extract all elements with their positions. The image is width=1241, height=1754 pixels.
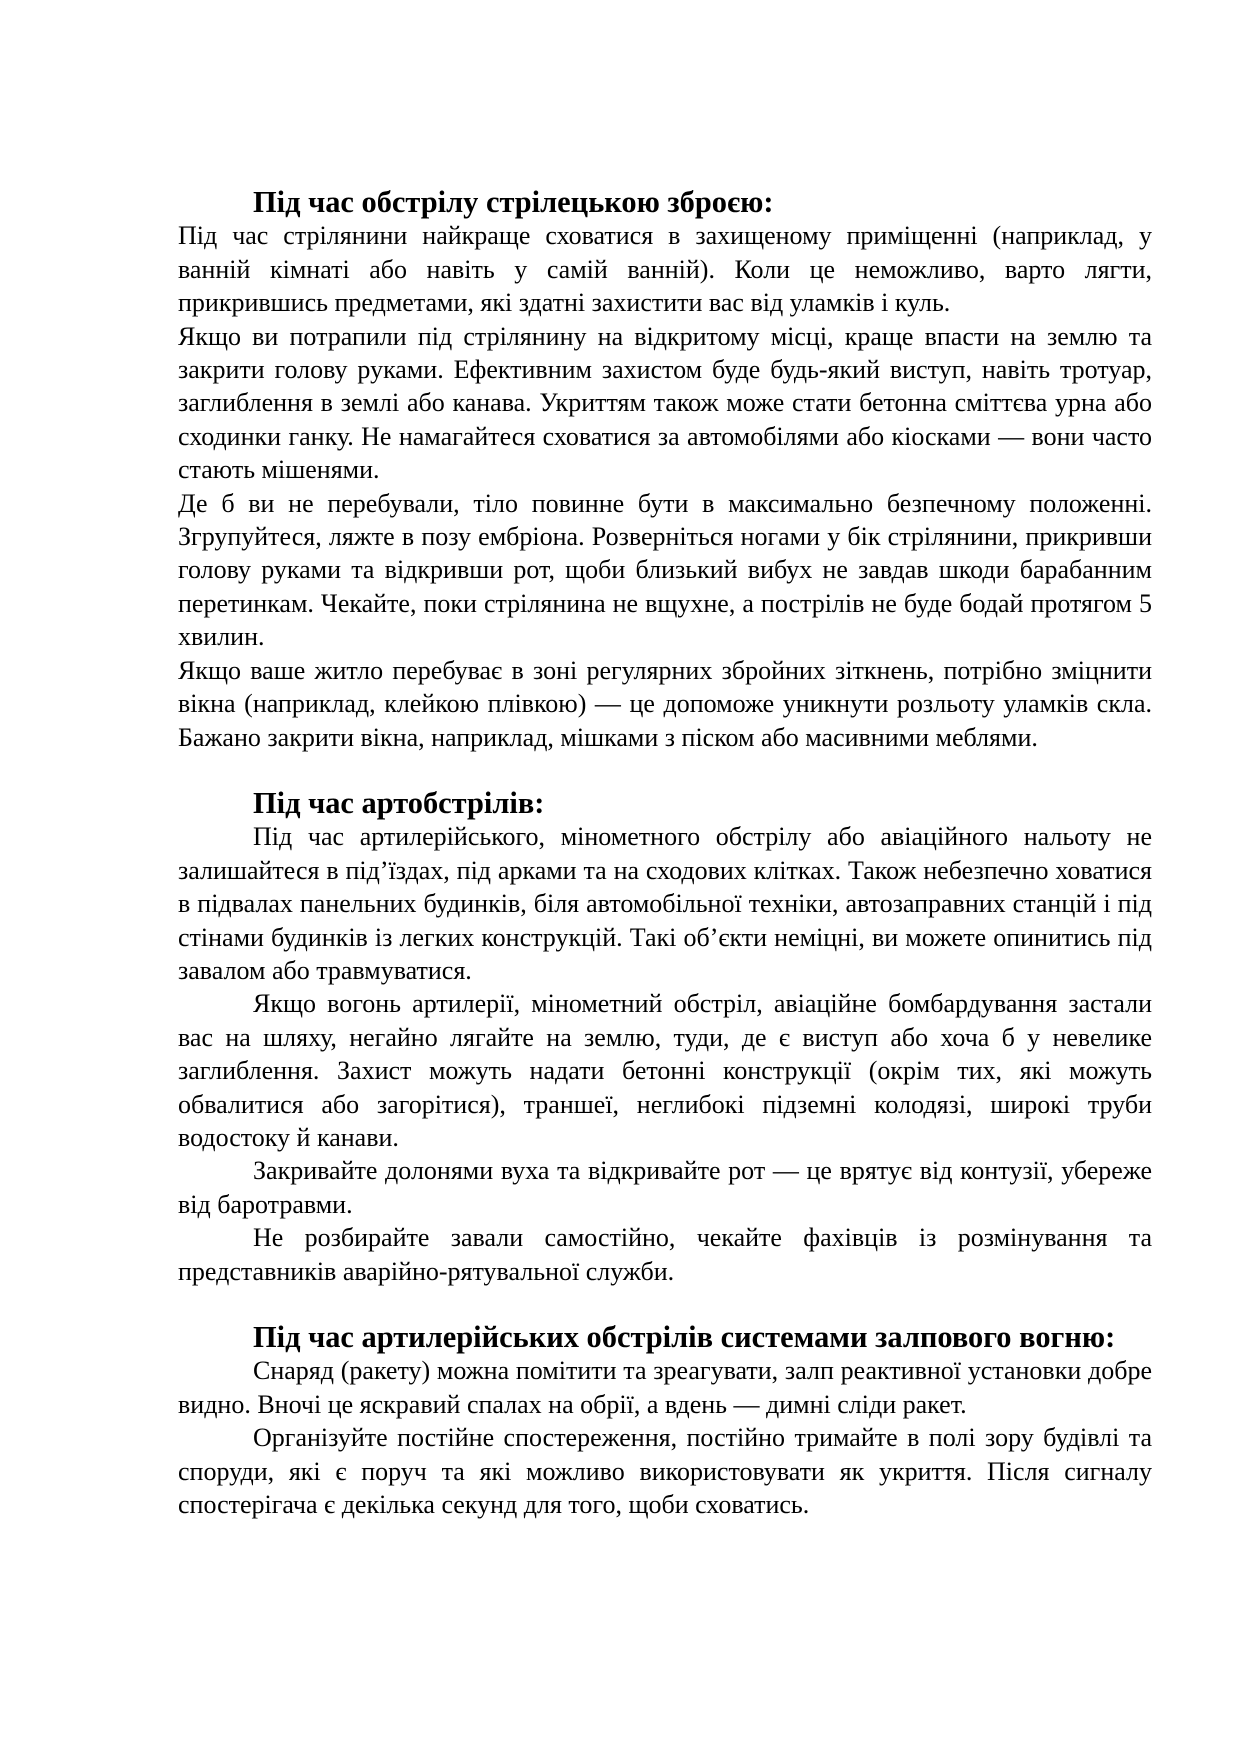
section-artillery	[178, 787, 1152, 1288]
paragraph: Організуйте постійне спостереження, постійно тримайте в полі зору будівлі та споруди, які є поруч та які можливо використовувати як укриття. Після сигналу спостерігача є декілька секунд для того, щоби сховатись.	[178, 1423, 1152, 1520]
paragraph: Якщо ви потрапили під стрілянину на відкритому місці, краще впасти на землю та закрити голову руками. Ефективним захистом буде будь-який виступ, навіть тротуар, заглиблення в землі або канава. Укриттям також може стати бетонна сміттєва урна або сходинки ганку. Не намагайтеся сховатися за автомобілями або кіосками — вони часто стають мішенями.	[178, 321, 1152, 485]
section-heading: Під час артобстрілів:	[253, 785, 545, 820]
section-spacer	[178, 1288, 1152, 1321]
paragraph: Якщо ваше житло перебуває в зоні регулярних збройних зіткнень, потрібно зміцнити вікна (наприклад, клейкою плівкою) — це допоможе уникнути розльоту уламків скла. Бажано закрити вікна, наприклад, мішками з піском або масивними меблями.	[178, 655, 1152, 752]
paragraph: Де б ви не перебували, тіло повинне бути в максимально безпечному положенні. Згрупуйтеся, ляжте в позу ембріона. Розверніться ногами у бік стрілянини, прикривши голову руками та відкривши рот, щоби близький вибух не завдав шкоди барабанним перетинкам. Чекайте, поки стрілянина не вщухне, а пострілів не буде бодай протягом 5 хвилин.	[178, 488, 1152, 652]
section-small-arms	[178, 186, 1152, 754]
section-heading: Під час обстрілу стрілецькою зброєю:	[253, 185, 774, 219]
section-mlrs	[178, 1321, 1152, 1521]
paragraph: Закривайте долонями вуха та відкривайте рот — це врятує від контузії, убереже від баротравми.	[178, 1156, 1152, 1219]
paragraph: Під час стрілянини найкраще сховатися в захищеному приміщенні (наприклад, у ванній кімнаті або навіть у самій ванній). Коли це неможливо, варто лягти, прикрившись предметами, які здатні захистити вас від уламків і куль.	[178, 221, 1152, 318]
paragraph: Снаряд (ракету) можна помітити та зреагувати, залп реактивної установки добре видно. Вночі це яскравий спалах на обрії, а вдень — димні сліди ракет.	[178, 1356, 1152, 1419]
paragraph: Під час артилерійського, мінометного обстрілу або авіаційного нальоту не залишайтеся в під’їздах, під арками та на сходових клітках. Також небезпечно ховатися в підвалах панельних будинків, біля автомобільної техніки, автозаправних станцій і під стінами будинків із легких конструкцій. Такі об’єкти неміцні, ви можете опинитись під завалом або травмуватися.	[178, 822, 1152, 985]
section-heading: Під час артилерійських обстрілів системами залпового вогню:	[253, 1320, 1116, 1354]
section-spacer	[178, 754, 1152, 787]
document-page	[178, 186, 1152, 1521]
paragraph: Якщо вогонь артилерії, мінометний обстріл, авіаційне бомбардування застали вас на шляху, негайно лягайте на землю, туди, де є виступ або хоча б у невелике заглиблення. Захист можуть надати бетонні конструкції (окрім тих, які можуть обвалитися або загорітися), траншеї, неглибокі підземні колодязі, широкі труби водостоку й канави.	[178, 989, 1152, 1152]
paragraph: Не розбирайте завали самостійно, чекайте фахівців із розмінування та представників аварійно-рятувальної служби.	[178, 1223, 1152, 1286]
